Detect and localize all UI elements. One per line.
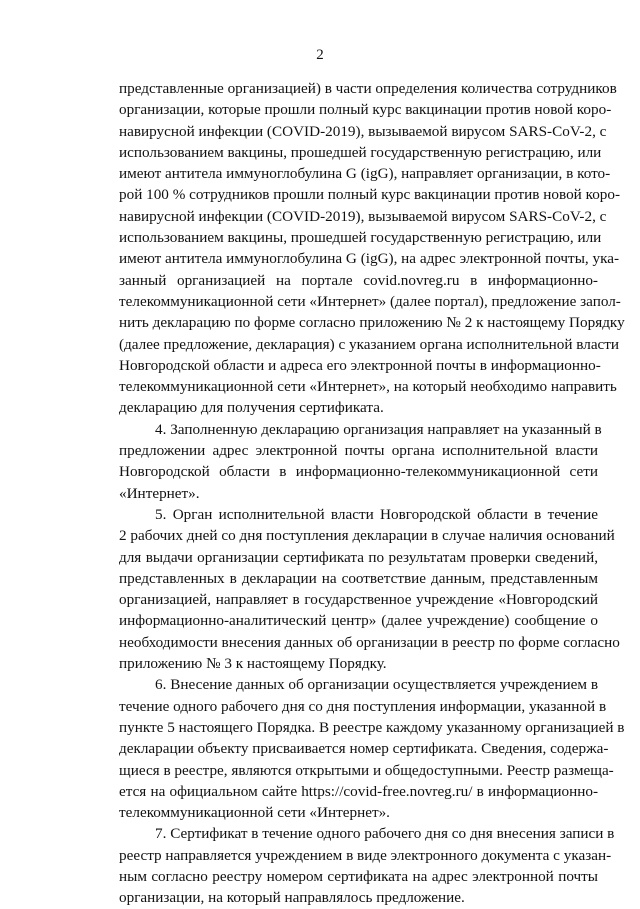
text-line: течение одного рабочего дня со дня поступления информации, указанной в <box>119 697 607 715</box>
text-line: реестр направляется учреждением в виде электронного документа с указан- <box>119 846 612 864</box>
paragraph-7 <box>119 823 615 908</box>
text-line: Новгородской области в информационно-телекоммуникационной сети <box>119 463 598 481</box>
text-line: ется на официальном сайте https://covid-free.novreg.ru/ в информационно- <box>119 782 598 800</box>
text-line: телекоммуникационной сети «Интернет», на который необходимо направить <box>119 378 617 396</box>
text-line: приложению № 3 к настоящему Порядку. <box>119 655 387 673</box>
text-line: «Интернет». <box>119 484 200 502</box>
text-line: (далее предложение, декларация) с указанием органа исполнительной власти <box>119 335 620 353</box>
text-line: навирусной инфекции (COVID-2019), вызываемой вирусом SARS-CoV-2, с <box>119 122 607 140</box>
text-line: представленные организацией) в части определения количества сотрудников <box>119 80 617 97</box>
text-line: телекоммуникационной сети «Интернет» (далее портал), предложение запол- <box>119 292 621 310</box>
text-line: использованием вакцины, прошедшей государственную регистрацию, или <box>119 143 602 161</box>
text-line: имеют антитела иммуноглобулина G (igG), на адрес электронной почты, ука- <box>119 250 620 268</box>
text-line: 6. Внесение данных об организации осуществляется учреждением в <box>155 676 598 694</box>
paragraph-continuation <box>119 78 625 419</box>
document-body <box>119 78 625 909</box>
text-line: 2 рабочих дней со дня поступления декларации в случае наличия оснований <box>119 527 615 545</box>
text-line: для выдачи организации сертификата по результатам проверки сведений, <box>119 548 598 566</box>
paragraph-6 <box>119 674 625 823</box>
text-line: пункте 5 настоящего Порядка. В реестре каждому указанному организацией в <box>119 718 625 736</box>
text-line: 5. Орган исполнительной власти Новгородской области в течение <box>155 505 598 523</box>
text-line: имеют антитела иммуноглобулина G (igG), направляет организации, в кото- <box>119 165 611 183</box>
text-line: организации, на который направлялось предложение. <box>119 889 465 907</box>
text-line: организации, которые прошли полный курс вакцинации против новой коро- <box>119 101 612 119</box>
text-line: предложении адрес электронной почты органа исполнительной власти <box>119 442 598 460</box>
paragraph-5 <box>119 504 620 674</box>
text-line: нить декларацию по форме согласно приложению № 2 к настоящему Порядку <box>119 314 625 332</box>
text-line: информационно-аналитический центр» (далее учреждение) сообщение о <box>119 612 598 630</box>
page-number: 2 <box>316 47 324 63</box>
text-line: организацией, направляет в государственное учреждение «Новгородский <box>119 591 598 609</box>
text-line: декларации объекту присваивается номер сертификата. Сведения, содержа- <box>119 740 609 758</box>
text-line: щиеся в реестре, являются открытыми и общедоступными. Реестр размеща- <box>119 761 614 779</box>
text-line: навирусной инфекции (COVID-2019), вызываемой вирусом SARS-CoV-2, с <box>119 207 607 225</box>
text-line: 7. Сертификат в течение одного рабочего дня со дня внесения записи в <box>155 825 615 843</box>
text-line: рой 100 % сотрудников прошли полный курс вакцинации против новой коро- <box>119 186 621 204</box>
text-line: Новгородской области и адреса его электронной почты в информационно- <box>119 356 601 374</box>
paragraph-4 <box>119 419 602 504</box>
text-line: ным согласно реестру номером сертификата на адрес электронной почты <box>119 867 598 885</box>
text-line: занный организацией на портале covid.novreg.ru в информационно- <box>119 271 598 289</box>
text-line: телекоммуникационной сети «Интернет». <box>119 804 390 822</box>
text-line: представленных в декларации на соответствие данным, представленным <box>119 569 598 587</box>
text-line: декларацию для получения сертификата. <box>119 399 384 417</box>
text-line: необходимости внесения данных об организации в реестр по форме согласно <box>119 633 620 651</box>
text-line: использованием вакцины, прошедшей государственную регистрацию, или <box>119 229 602 247</box>
text-line: 4. Заполненную декларацию организация направляет на указанный в <box>155 420 602 438</box>
